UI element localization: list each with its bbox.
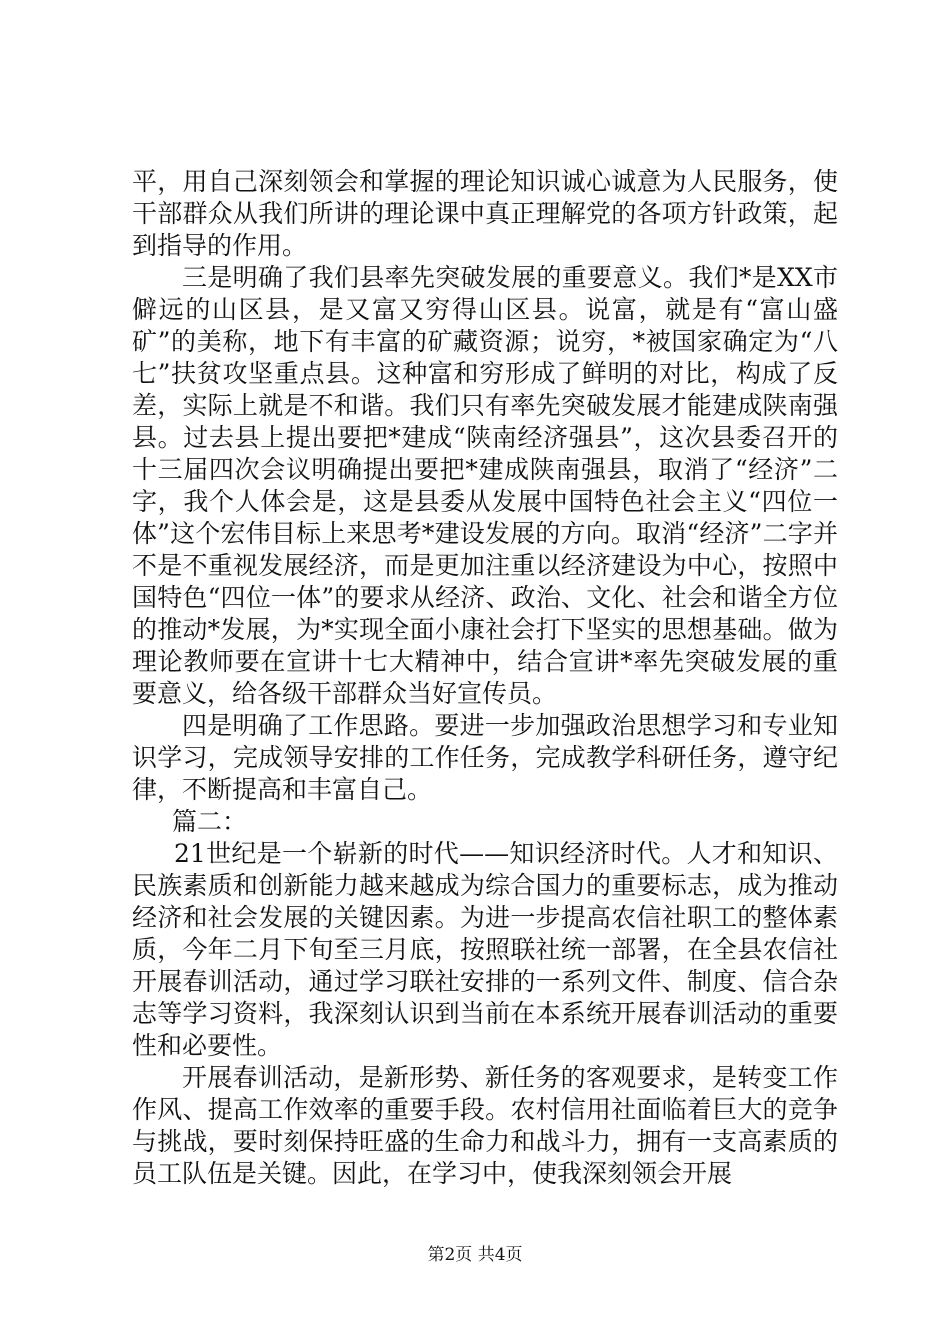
paragraph-spring-training: 开展春训活动，是新形势、新任务的客观要求，是转变工作作风、提高工作效率的重要手段。农村信用社面临着巨大的竞争与挑战，要时刻保持旺盛的生命力和战斗力，拥有一支高素质的员工队伍是关键。因此，在学习中，使我深刻领会开展 — [132, 1063, 838, 1188]
paragraph-section-two-intro: 21世纪是一个崭新的时代——知识经济时代。人才和知识、民族素质和创新能力越来越成为综合国力的重要标志，成为推动经济和社会发展的关键因素。为进一步提高农信社职工的整体素质，今年二月下旬至三月底，按照联社统一部署，在全县农信社开展春训活动，通过学习联社安排的一系列文件、制度、信合杂志等学习资料，我深刻认识到当前在本系统开展春训活动的重要性和必要性。 — [132, 839, 838, 1060]
paragraph-point-three: 三是明确了我们县率先突破发展的重要意义。我们*是XX市僻远的山区县，是又富又穷得山区县。说富，就是有“富山盛矿”的美称，地下有丰富的矿藏资源；说穷，*被国家确定为“八七”扶贫攻坚重点县。这种富和穷形成了鲜明的对比，构成了反差，实际上就是不和谐。我们只有率先突破发展才能建成陕南强县。过去县上提出要把*建成“陕南经济强县”，这次县委召开的十三届四次会议明确提出要把*建成陕南强县，取消了“经济”二字，我个人体会是，这是县委从发展中国特色社会主义“四位一体”这个宏伟目标上来思考*建设发展的方向。取消“经济”二字并不是不重视发展经济，而是更加注重以经济建设为中心，按照中国特色“四位一体”的要求从经济、政治、文化、社会和谐全方位的推动*发展，为*实现全面小康社会打下坚实的思想基础。做为理论教师要在宣讲十七大精神中，结合宣讲*率先突破发展的重要意义，给各级干部群众当好宣传员。 — [132, 263, 838, 708]
paragraph-continuation: 平，用自己深刻领会和掌握的理论知识诚心诚意为人民服务，使干部群众从我们所讲的理论课中真正理解党的各项方针政策，起到指导的作用。 — [132, 167, 838, 260]
page-number-footer: 第2页 共4页 — [427, 1245, 523, 1265]
paragraph-point-four: 四是明确了工作思路。要进一步加强政治思想学习和专业知识学习，完成领导安排的工作任务，完成教学科研任务，遵守纪律，不断提高和丰富自己。 — [132, 711, 838, 804]
document-body — [132, 166, 838, 1190]
section-heading: 篇二： — [172, 807, 248, 836]
